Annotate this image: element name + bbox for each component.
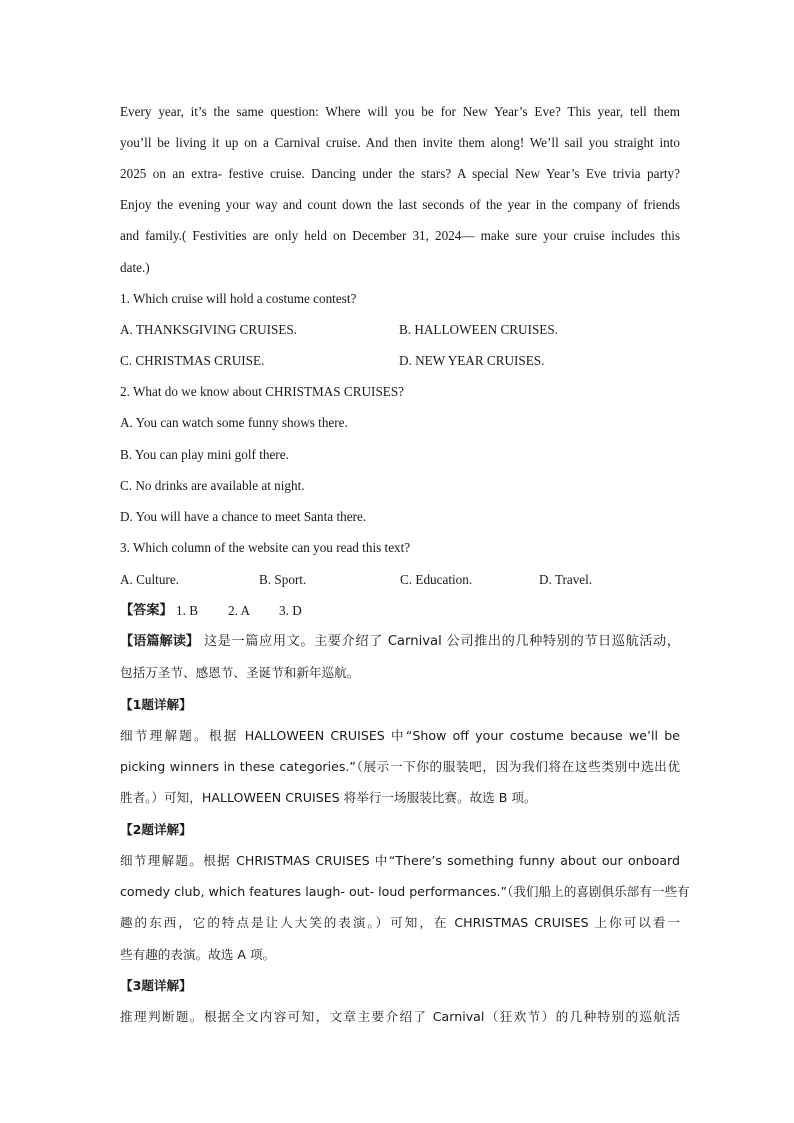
explanation-1-line-1: 细节理解题。根据 HALLOWEEN CRUISES 中“Show off your costume because we’ll be	[120, 728, 680, 743]
explanation-1-heading: 【1题详解】	[120, 697, 192, 712]
passage-line-6: date.)	[120, 260, 150, 275]
explanation-2-line-1: 细节理解题。根据 CHRISTMAS CRUISES 中“There’s something funny about our onboard	[120, 853, 680, 868]
explanation-2-line-3: 趣的东西，它的特点是让人大笑的表演。）可知，在 CHRISTMAS CRUISES 上你可以看一	[120, 915, 680, 930]
explanation-2-heading: 【2题详解】	[120, 822, 192, 837]
question-3-option-d: D. Travel.	[539, 572, 593, 587]
question-1-option-a: A. THANKSGIVING CRUISES.	[120, 322, 298, 337]
question-3-stem: 3. Which column of the website can you read this text?	[120, 540, 411, 555]
explanation-2-line-4: 些有趣的表演。故选 A 项。	[120, 947, 276, 962]
question-3-option-a: A. Culture.	[120, 572, 179, 587]
question-1-option-b: B. HALLOWEEN CRUISES.	[399, 322, 558, 337]
intro-line-2: 包括万圣节、感恩节、圣诞节和新年巡航。	[120, 665, 360, 680]
explanation-1-line-2: picking winners in these categories.”（展示一下你的服装吧，因为我们将在这些类别中选出优	[120, 759, 680, 774]
explanation-3-line-1: 推理判断题。根据全文内容可知，文章主要介绍了 Carnival（狂欢节）的几种特别的巡航活	[120, 1009, 680, 1024]
answer-label: 【答案】	[120, 603, 173, 618]
answer-1: 1. B	[176, 603, 198, 618]
question-2-stem: 2. What do we know about CHRISTMAS CRUISES?	[120, 384, 405, 399]
passage-line-1: Every year, it’s the same question: Where will you be for New Year’s Eve? This year, tell them	[120, 104, 680, 119]
passage-line-5: and family.( Festivities are only held on December 31, 2024— make sure your cruise includes this	[120, 228, 680, 243]
intro-label: 【语篇解读】	[120, 634, 200, 649]
question-2-option-a: A. You can watch some funny shows there.	[120, 415, 348, 430]
question-3-option-b: B. Sport.	[259, 572, 307, 587]
question-1-option-c: C. CHRISTMAS CRUISE.	[120, 353, 265, 368]
passage-line-2: you’ll be living it up on a Carnival cruise. And then invite them along! We’ll sail you straight into	[120, 135, 680, 150]
answer-2: 2. A	[228, 603, 250, 618]
explanation-2-line-2: comedy club, which features laugh- out- loud performances.”（我们船上的喜剧俱乐部有一些有	[120, 884, 690, 899]
question-2-option-c: C. No drinks are available at night.	[120, 478, 305, 493]
question-2-option-b: B. You can play mini golf there.	[120, 447, 289, 462]
question-3-option-c: C. Education.	[400, 572, 473, 587]
passage-line-4: Enjoy the evening your way and count down the last seconds of the year in the company of friends	[120, 197, 680, 212]
question-2-option-d: D. You will have a chance to meet Santa there.	[120, 509, 367, 524]
question-1-option-d: D. NEW YEAR CRUISES.	[399, 353, 545, 368]
explanation-3-heading: 【3题详解】	[120, 978, 192, 993]
explanation-1-line-3: 胜者。）可知，HALLOWEEN CRUISES 将举行一场服装比赛。故选 B 项。	[120, 790, 537, 805]
passage-line-3: 2025 on an extra- festive cruise. Dancing under the stars? A special New Year’s Eve trivia party?	[120, 166, 680, 181]
question-1-stem: 1. Which cruise will hold a costume contest?	[120, 291, 357, 306]
intro-line-1: 这是一篇应用文。主要介绍了 Carnival 公司推出的几种特别的节日巡航活动，	[204, 634, 680, 649]
answer-3: 3. D	[279, 603, 302, 618]
